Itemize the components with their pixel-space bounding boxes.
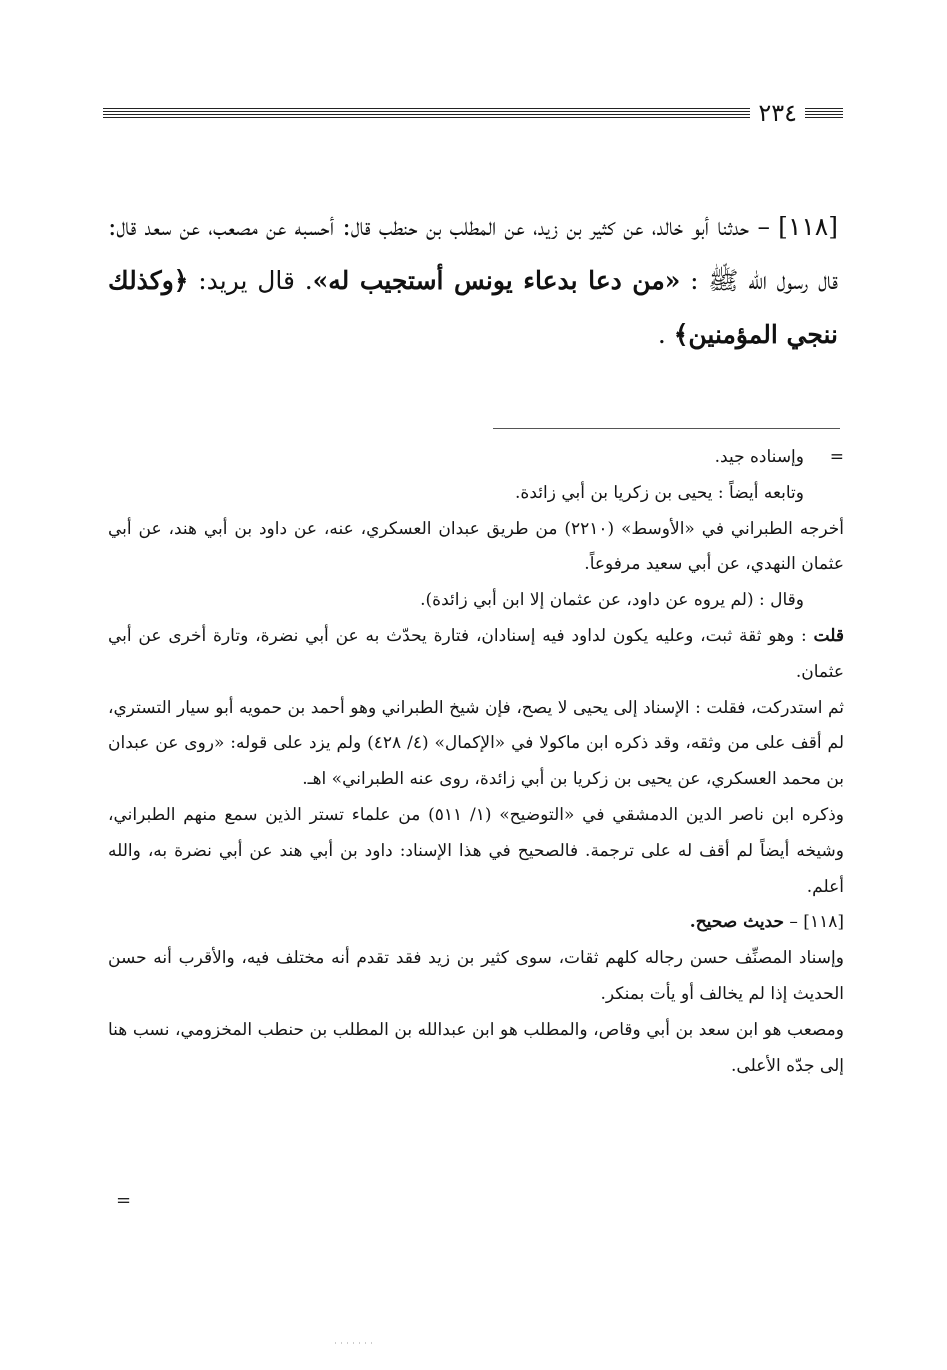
note-text: وإسناده جيد.	[714, 447, 804, 467]
continuation-end-marker: =	[116, 1190, 132, 1211]
header-rule-left	[103, 108, 750, 119]
note-line: وإسناد المصنِّف حسن رجاله كلهم ثقات، سوى كثير بن زيد فقد تقدم أنه مختلف فيه، والأقرب أنه حسن الحديث إذا لم يخالف أو يأت بمنكر.	[108, 948, 844, 1004]
note-line: وذكره ابن ناصر الدين الدمشقي في «التوضيح» (١/ ٥١١) من علماء تستر الذين سمع منهم الطبراني، وشيخه أيضاً لم أقف له على ترجمة. فالصحيح في هذا الإسناد: داود بن أبي هند عن أبي نضرة به، والله أعلم.	[108, 804, 844, 897]
main-text-part1: [١١٨] – حدثنا أبو خالد، عن كثير بن زيد، عن المطلب بن حنطب قال: أحسبه عن مصعب، عن سعد قال: قال رسول الله ﷺ :	[108, 212, 838, 295]
header-rule-right	[805, 108, 843, 119]
qult-label: قلت	[813, 625, 844, 646]
quran-verse: ﴿وكذلك ننجي المؤمنين﴾	[108, 266, 838, 349]
main-text-part2: . قال يريد:	[188, 266, 313, 295]
continuation-marker: =	[829, 447, 844, 467]
footnotes	[108, 440, 844, 1084]
note-line	[108, 905, 844, 941]
note-line: ومصعب هو ابن سعد بن أبي وقاص، والمطلب هو ابن عبدالله بن المطلب بن حنطب المخزومي، نسب هنا إلى جدّه الأعلى.	[108, 1019, 844, 1076]
note-line: وتابعه أيضاً : يحيى بن زكريا بن أبي زائدة.	[515, 482, 804, 503]
hadith-quote: «من دعا بدعاء يونس أستجيب له»	[312, 266, 681, 295]
note-line: ثم استدركت، فقلت : الإسناد إلى يحيى لا يصح، فإن شيخ الطبراني وهو أحمد بن حمويه أبو سيار التستري، لم أقف على من وثقه، وقد ذكره ابن ماكولا في «الإكمال» (٤/ ٤٢٨) ولم يزد على قوله: «روى عن عبدان بن محمد العسكري، عن يحيى بن زكريا بن أبي زائدة، روى عنه الطبراني» اهـ.	[108, 697, 844, 790]
note-line: أخرجه الطبراني في «الأوسط» (٢٢١٠) من طريق عبدان العسكري، عنه، عن داود بن أبي هند، عن أبي عثمان النهدي، عن أبي سعيد مرفوعاً.	[108, 518, 844, 575]
footnote-separator	[493, 428, 840, 429]
main-text	[108, 200, 838, 362]
note-text: : وهو ثقة ثبت، وعليه يكون لداود فيه إسنادان، فتارة يحدّث به عن أبي نضرة، وتارة أخرى عن أبي عثمان.	[108, 625, 844, 682]
scan-dots	[335, 1342, 375, 1344]
page-number: ٢٣٤	[758, 99, 797, 127]
note-line	[108, 440, 844, 476]
hadith-grade: حديث صحيح.	[689, 912, 784, 933]
note-line: وقال : (لم يروه عن داود، عن عثمان إلا ابن أبي زائدة).	[420, 590, 804, 611]
main-text-end: .	[657, 320, 674, 349]
note-number: [١١٨] –	[784, 912, 844, 933]
running-header	[103, 98, 843, 128]
note-line	[108, 619, 844, 691]
